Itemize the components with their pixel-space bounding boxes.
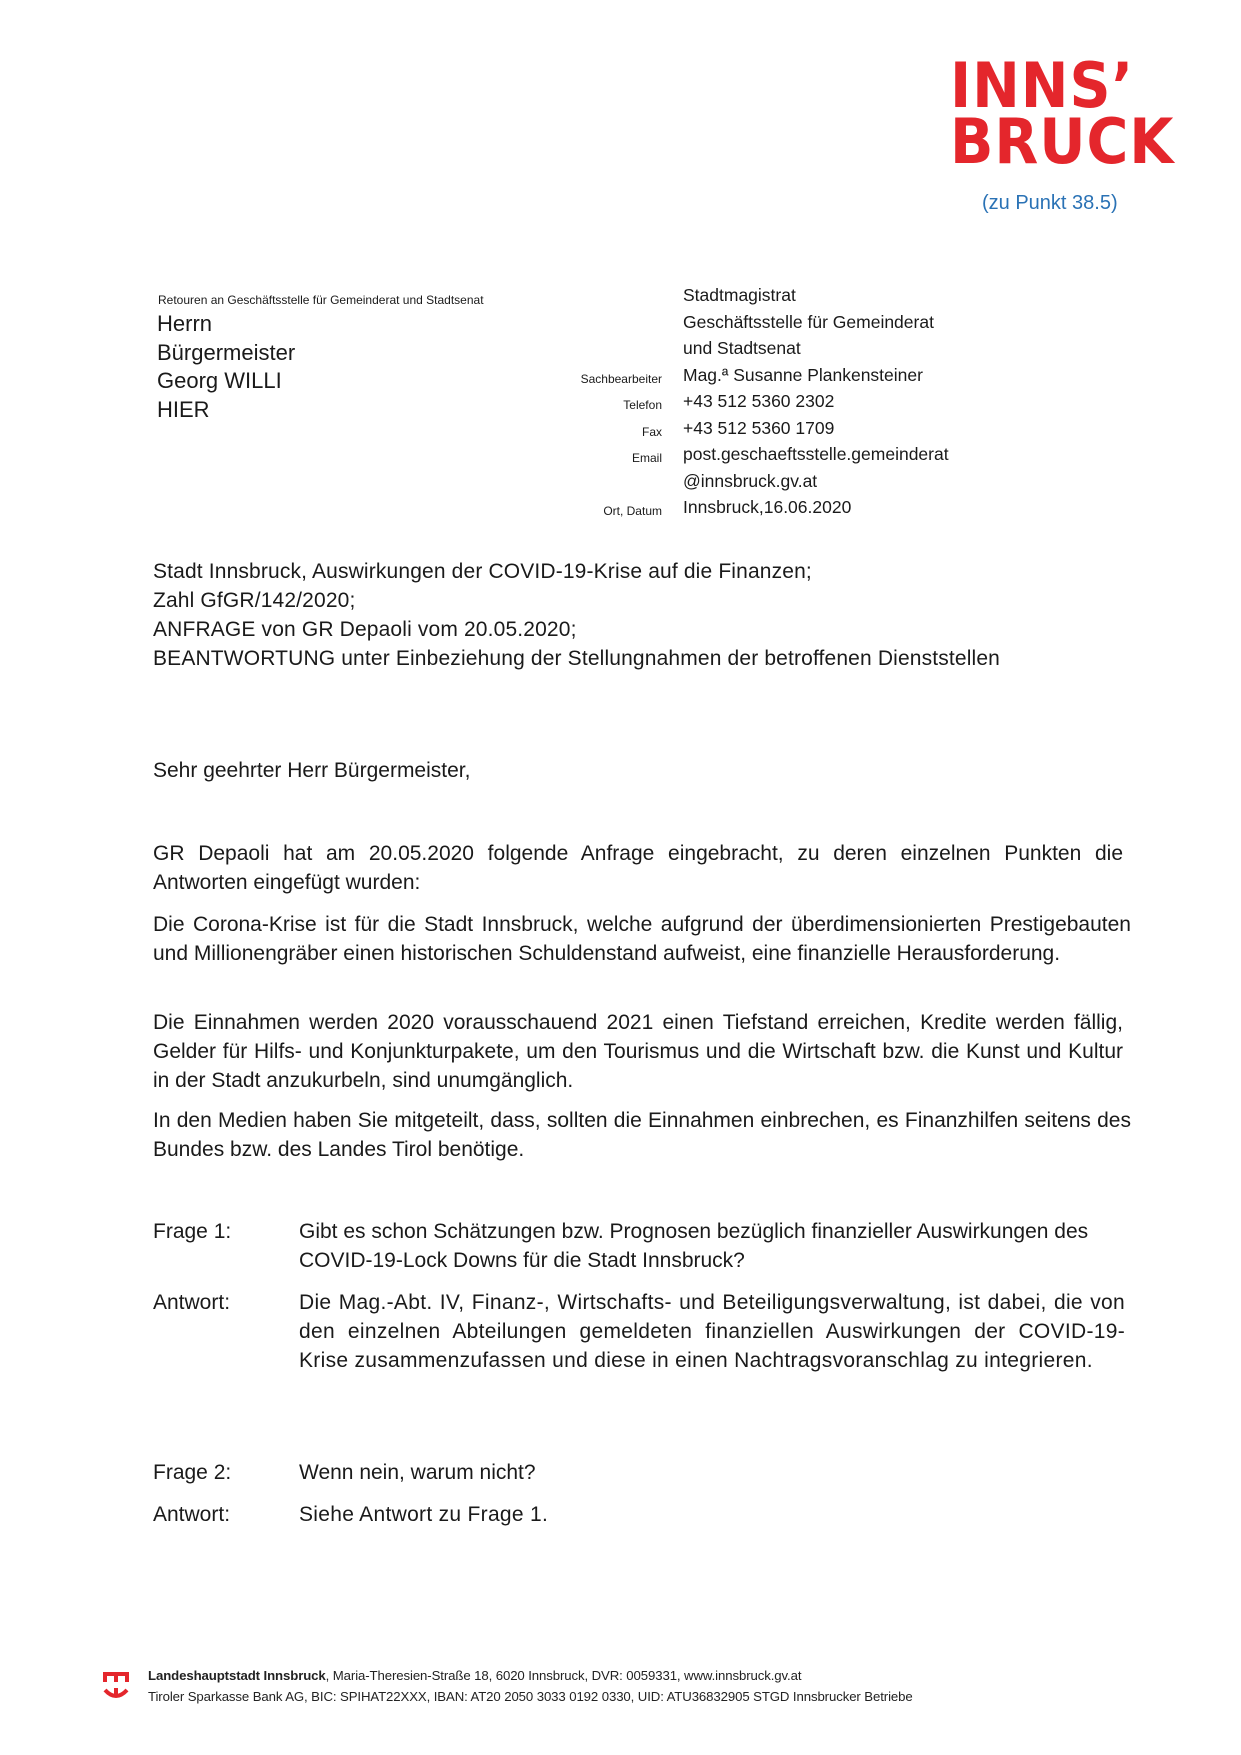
body-paragraph: Die Corona-Krise ist für die Stadt Innsbruck, welche aufgrund der überdimensionierten Prestigebauten und Millionengräber einen historischen Schuldenstand aufweist, eine finanzielle Herausforderung. [153, 913, 1131, 965]
answer-text: Die Mag.-Abt. IV, Finanz-, Wirtschafts- und Beteiligungsverwaltung, ist dabei, die von den einzelnen Abteilungen gemeldeten finanziellen Auswirkungen der COVID-19-Krise zusammenzufassen und diese in einen Nachtragsvoranschlag zu integrieren. [299, 1291, 1125, 1372]
agenda-reference: (zu Punkt 38.5) [982, 192, 1118, 214]
email-address-domain: @innsbruck.gv.at [683, 470, 818, 491]
email-address: post.geschaeftsstelle.gemeinderat [683, 444, 949, 464]
date-label: Ort, Datum [603, 504, 662, 518]
recipient-line: Bürgermeister [157, 339, 296, 365]
fax-number: +43 512 5360 1709 [683, 417, 835, 438]
question-label: Frage 2: [153, 1461, 232, 1484]
footer-line-1 [148, 1665, 913, 1686]
question-text: Wenn nein, warum nicht? [299, 1461, 536, 1484]
fax-label: Fax [641, 424, 662, 439]
clerk-name: Mag.ª Susanne Plankensteiner [683, 364, 923, 385]
salutation: Sehr geehrter Herr Bürgermeister, [153, 759, 471, 782]
body-paragraph: Die Einnahmen werden 2020 vorausschauend 2021 einen Tiefstand erreichen, Kredite werden fällig, Gelder für Hilfs- und Konjunkturpakete, um den Tourismus und die Wirtschaft bzw. die Kunst und Kultur in der Stadt anzukurbeln, sind unumgänglich. [153, 1011, 1123, 1092]
sender-org: Stadtmagistrat [683, 285, 796, 305]
letter-subject [153, 557, 1000, 673]
recipient-line: Herrn [157, 311, 213, 336]
body-paragraph: In den Medien haben Sie mitgeteilt, dass, sollten die Einnahmen einbrechen, es Finanzhilfen seitens des Bundes bzw. des Landes Tirol benötige. [153, 1109, 1131, 1161]
answer-label: Antwort: [153, 1503, 231, 1526]
question-label: Frage 1: [153, 1220, 232, 1243]
sender-dept-2: und Stadtsenat [683, 338, 801, 358]
return-address-line: Retouren an Geschäftsstelle für Gemeinderat und Stadtsenat [158, 293, 484, 307]
footer-line-2: Tiroler Sparkasse Bank AG, BIC: SPIHAT22XXX, IBAN: AT20 2050 3033 0192 0330, UID: ATU36832905 STGD Innsbrucker Betriebe [148, 1689, 913, 1704]
answer-label: Antwort: [153, 1291, 231, 1314]
question-text: Gibt es schon Schätzungen bzw. Prognosen bezüglich finanzieller Auswirkungen des COVID-19-Lock Downs für die Stadt Innsbruck? [299, 1220, 1089, 1272]
answer-text: Siehe Antwort zu Frage 1. [299, 1503, 549, 1526]
clerk-label: Sachbearbeiter [580, 371, 662, 386]
recipient-address [157, 310, 295, 424]
recipient-line: HIER [157, 396, 210, 422]
intro-paragraph: GR Depaoli hat am 20.05.2020 folgende Anfrage eingebracht, zu deren einzelnen Punkten die Antworten eingefügt wurden: [153, 842, 1123, 894]
phone-number: +43 512 5360 2302 [683, 391, 835, 411]
subject-line: BEANTWORTUNG unter Einbeziehung der Stellungnahmen der betroffenen Dienststellen [153, 647, 1001, 670]
subject-line: Stadt Innsbruck, Auswirkungen der COVID-19-Krise auf die Finanzen; [153, 560, 812, 583]
logo-line-2: BRUCK [950, 105, 1175, 178]
recipient-line: Georg WILLI [157, 368, 282, 393]
logo-line-1: INNS’ [950, 49, 1135, 122]
sender-dept: Geschäftsstelle für Gemeinderat [683, 311, 934, 332]
footer-address: , Maria-Theresien-Straße 18, 6020 Innsbruck, DVR: 0059331, www.innsbruck.gv.at [325, 1668, 802, 1683]
footer-org: Landeshauptstadt Innsbruck [148, 1668, 326, 1683]
place-date: Innsbruck,16.06.2020 [683, 497, 852, 517]
innsbruck-logo [950, 49, 1190, 178]
subject-line: Zahl GfGR/142/2020; [153, 589, 356, 612]
city-emblem-icon [101, 1666, 131, 1706]
phone-label: Telefon [623, 398, 662, 412]
footer [148, 1665, 913, 1707]
email-label: Email [631, 451, 662, 465]
subject-line: ANFRAGE von GR Depaoli vom 20.05.2020; [153, 618, 577, 641]
